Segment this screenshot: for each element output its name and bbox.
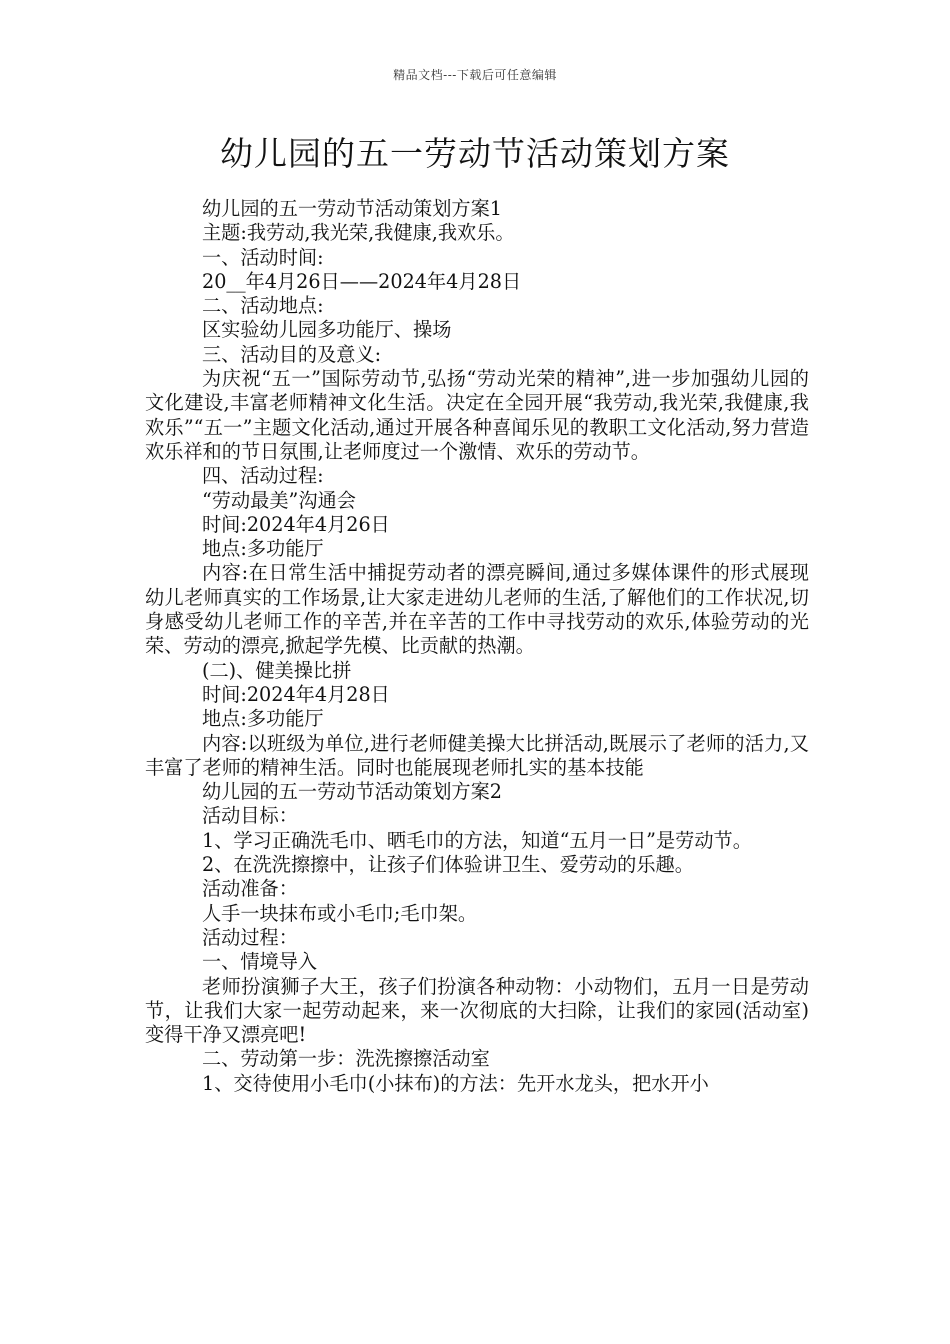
activity-time-heading: 一、活动时间: — [202, 245, 324, 269]
document-header-note: 精品文档---下载后可任意编辑 — [393, 68, 557, 82]
step-1-heading: 一、情境导入 — [202, 950, 318, 974]
event-2-time: 时间:2024年4月28日 — [202, 682, 390, 706]
goal-2: 2、在洗洗擦擦中，让孩子们体验讲卫生、爱劳动的乐趣。 — [202, 853, 694, 877]
preparation-heading: 活动准备： — [202, 877, 298, 901]
process-heading-2: 活动过程： — [202, 925, 298, 949]
event-1-location: 地点:多功能厅 — [202, 537, 324, 561]
process-heading: 四、活动过程: — [202, 464, 324, 488]
step-2-heading: 二、劳动第一步：洗洗擦擦活动室 — [202, 1047, 490, 1071]
event-1-content: 内容:在日常生活中捕捉劳动者的漂亮瞬间,通过多媒体课件的形式展现幼儿老师真实的工作场景,让大家走进幼儿老师的生活,了解他们的工作状况,切身感受幼儿老师工作的辛苦,并在辛苦的工作中寻找劳动的欢乐,体验劳动的光荣、劳动的漂亮,掀起学先模、比贡献的热潮。 — [145, 561, 809, 658]
step-2-paragraph: 1、交待使用小毛巾(小抹布)的方法：先开水龙头，把水开小 — [202, 1071, 709, 1095]
step-1-paragraph: 老师扮演狮子大王，孩子们扮演各种动物：小动物们，五月一日是劳动节，让我们大家一起劳动起来，来一次彻底的大扫除，让我们的家园(活动室)变得干净又漂亮吧! — [145, 974, 809, 1047]
activity-location-value: 区实验幼儿园多功能厅、操场 — [202, 318, 452, 342]
goal-1: 1、学习正确洗毛巾、晒毛巾的方法，知道“五月一日”是劳动节。 — [202, 828, 752, 852]
purpose-heading: 三、活动目的及意义: — [202, 342, 382, 366]
section-heading-1: 幼儿园的五一劳动节活动策划方案1 — [202, 197, 503, 220]
event-2-title: (二)、健美操比拼 — [202, 658, 352, 682]
activity-time-value: 20__年4月26日——2024年4月28日 — [202, 269, 522, 293]
activity-location-heading: 二、活动地点: — [202, 294, 324, 318]
event-1-title: “劳动最美”沟通会 — [202, 488, 356, 512]
preparation-items: 人手一块抹布或小毛巾;毛巾架。 — [202, 901, 478, 925]
section-heading-2: 幼儿园的五一劳动节活动策划方案2 — [202, 780, 503, 804]
goals-heading: 活动目标： — [202, 804, 298, 828]
purpose-paragraph: 为庆祝“五一”国际劳动节,弘扬“劳动光荣的精神”,进一步加强幼儿园的文化建设,丰富老师精神文化生活。决定在全园开展“我劳动,我光荣,我健康,我欢乐”“五一”主题文化活动,通过开展各种喜闻乐见的教职工文化活动,努力营造欢乐祥和的节日氛围,让老师度过一个激情、欢乐的劳动节。 — [145, 367, 809, 463]
event-2-content: 内容:以班级为单位,进行老师健美操大比拼活动,既展示了老师的活力,又丰富了老师的精神生活。同时也能展现老师扎实的基本技能 — [145, 731, 809, 779]
theme-line: 主题:我劳动,我光荣,我健康,我欢乐。 — [202, 221, 515, 245]
event-2-location: 地点:多功能厅 — [202, 707, 324, 731]
document-body — [145, 197, 809, 1096]
document-title: 幼儿园的五一劳动节活动策划方案 — [220, 134, 730, 173]
event-1-time: 时间:2024年4月26日 — [202, 512, 390, 536]
